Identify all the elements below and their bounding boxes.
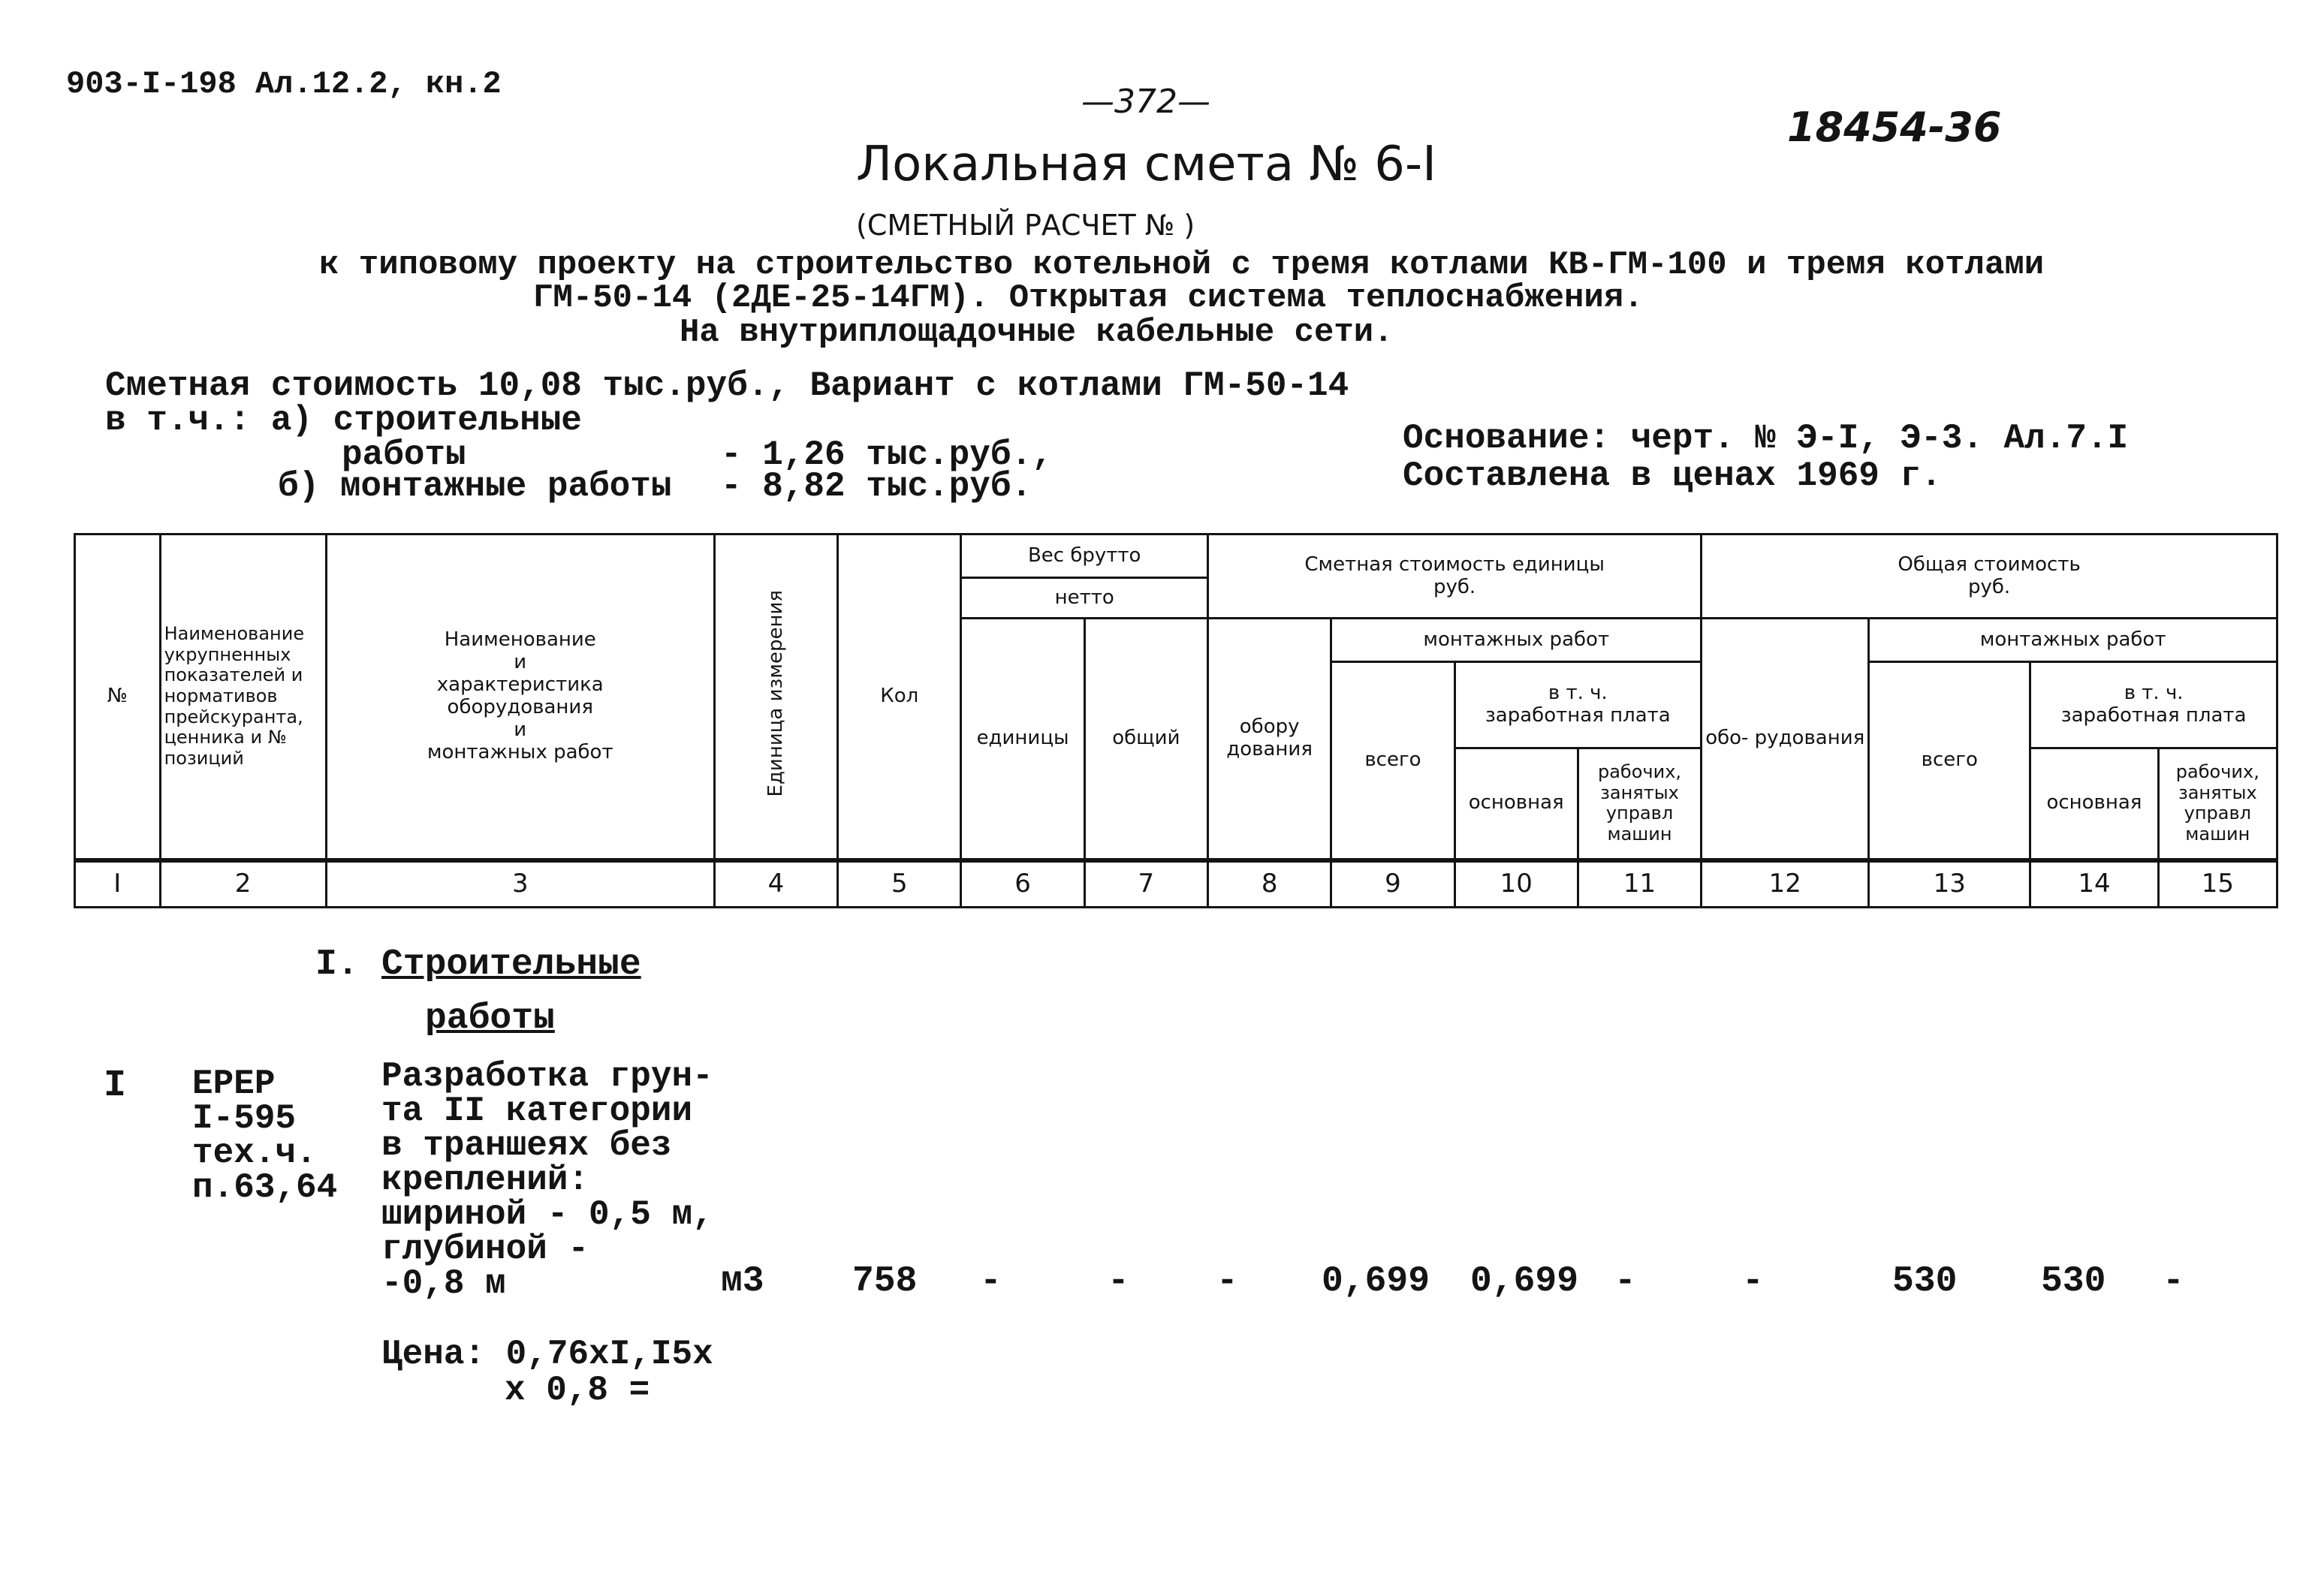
col-header-unit [714,535,837,860]
section-number: I. [315,944,359,985]
col-number: 11 [1578,860,1701,908]
section-title-line-2: работы [425,998,555,1039]
col-header-wage-mach-2: рабочих, занятых управл машин [2158,748,2277,860]
item-desc-6: глубиной - [381,1230,589,1269]
handwritten-stamp-number: 18454-36 [1787,104,2002,151]
item-install-unit-wage: 0,699 [1470,1261,1579,1302]
col-header-wage-basic-2: основная [2030,748,2158,860]
project-line-2: ГМ-50-14 (2ДЕ-25-14ГМ). Открытая система теплоснабжения. [533,279,1644,317]
basis-line: Основание: черт. № Э-I, Э-3. Ал.7.I [1403,419,2129,458]
col-header-total-cost-title: Общая стоимость [1898,553,2081,576]
item-desc-2: та II категории [381,1092,693,1131]
col-header-wage-title: заработная плата [1485,703,1671,727]
item-code-1: ЕРЕР [192,1065,276,1104]
item-weight-unit: - [980,1261,1002,1302]
col-header-unit-cost-title: Сметная стоимость единицы [1304,553,1605,576]
item-desc-1: Разработка грун- [381,1057,713,1096]
col-number: 6 [961,860,1084,908]
col-number: 7 [1084,860,1207,908]
col-header-install-total: всего [1331,662,1454,860]
item-code-3: тех.ч. [192,1134,317,1173]
item-desc-5: шириной - 0,5 м, [381,1195,713,1234]
col-header-total-cost-rub: руб. [1967,575,2011,598]
col-header-wage [1454,662,1702,748]
col-header-install-total-2: всего [1869,662,2030,860]
item-code-4: п.63,64 [192,1168,338,1207]
col-header-weight-net: нетто [961,578,1208,619]
item-number: I [104,1065,127,1107]
col-number: 10 [1454,860,1578,908]
col-header-weight: Вес брутто [961,535,1208,578]
col-header-equip-unit: обору дования [1208,619,1331,860]
col-header-name-2: и [514,651,527,674]
col-number: 15 [2158,860,2277,908]
col-header-no: № [75,535,161,860]
installation-works-value: - 8,82 тыс.руб. [721,467,1032,506]
col-header-name-3: характеристика [436,673,604,696]
col-header-name [326,535,714,860]
col-header-wage-2 [2030,662,2277,748]
item-desc-7: -0,8 м [381,1264,506,1303]
item-desc-4: креплений: [381,1161,589,1200]
item-equipment-total: - [1742,1261,1764,1302]
item-quantity: 758 [852,1261,918,1302]
col-header-name-1: Наименование [444,628,596,652]
col-number: 5 [838,860,961,908]
col-number: 4 [714,860,837,908]
col-header-wage-incl: в т. ч. [1548,682,1608,705]
installation-works-label: б) монтажные работы [278,467,672,506]
item-install-wage-total: 530 [2041,1261,2106,1302]
item-weight-total: - [1108,1261,1129,1302]
price-year-line: Составлена в ценах 1969 г. [1403,456,1942,495]
document-title: Локальная смета № 6-I [856,137,1436,192]
estimate-table-header [74,533,2278,908]
project-line-3: На внутриплощадочные кабельные сети. [680,314,1394,351]
col-number: 12 [1702,860,1869,908]
col-header-unit-text: Единица измерения [764,590,787,797]
col-header-weight-unit: единицы [961,619,1084,860]
item-install-mach-total: - [2163,1261,2184,1302]
document-reference: 903-I-198 Ал.12.2, кн.2 [66,66,502,102]
estimated-cost-line: Сметная стоимость 10,08 тыс.руб., Вариант с котлами ГМ-50-14 [105,366,1349,405]
col-header-norm: Наименование укрупненных показателей и нормативов прейскуранта, ценника и № позиций [160,535,326,860]
col-header-unit-cost-rub: руб. [1433,575,1476,598]
item-install-total: 530 [1892,1261,1958,1302]
col-header-wage-incl-2: в т. ч. [2124,682,2184,705]
section-title-line-1: Строительные [381,944,641,985]
col-header-name-6: монтажных работ [427,740,613,763]
col-header-unit-cost [1208,535,1702,619]
project-line-1: к типовому проекту на строительство котельной с тремя котлами КВ-ГМ-100 и тремя котлами [319,246,2045,284]
item-install-unit-total: 0,699 [1322,1261,1430,1302]
col-header-name-5: и [514,718,527,741]
item-install-unit-mach: - [1614,1261,1636,1302]
col-header-total-cost [1702,535,2277,619]
item-unit: м3 [721,1261,764,1302]
col-header-wage-title-2: заработная плата [2060,703,2247,727]
item-equipment-unit-cost: - [1216,1261,1238,1302]
col-number: 14 [2030,860,2158,908]
price-formula-2: x 0,8 = [505,1371,650,1410]
item-desc-3: в траншеях без [381,1126,672,1165]
col-header-weight-total: общий [1084,619,1207,860]
col-header-qty: Кол [838,535,961,860]
col-header-wage-mach: рабочих, занятых управл машин [1578,748,1701,860]
col-header-install-works-2: монтажных работ [1869,619,2277,662]
document-subtitle: (СМЕТНЫЙ РАСЧЕТ № ) [856,209,1195,242]
price-formula-1: Цена: 0,76xI,I5x [381,1335,713,1374]
construction-works-value: - 1,26 тыс.руб., [721,435,1053,474]
col-number: I [75,860,161,908]
page-number: —372— [1081,83,1210,121]
col-number: 8 [1208,860,1331,908]
item-code-2: I-595 [192,1099,297,1138]
col-number: 3 [326,860,714,908]
col-header-install-works: монтажных работ [1331,619,1702,662]
col-number: 13 [1869,860,2030,908]
col-header-name-4: оборудования [447,695,593,718]
including-label: в т.ч.: а) строительные [105,401,582,440]
col-number: 9 [1331,860,1454,908]
col-number: 2 [160,860,326,908]
construction-works-label: работы [342,435,466,474]
col-header-wage-basic: основная [1454,748,1578,860]
col-header-equip-total: обо- рудования [1702,619,1869,860]
